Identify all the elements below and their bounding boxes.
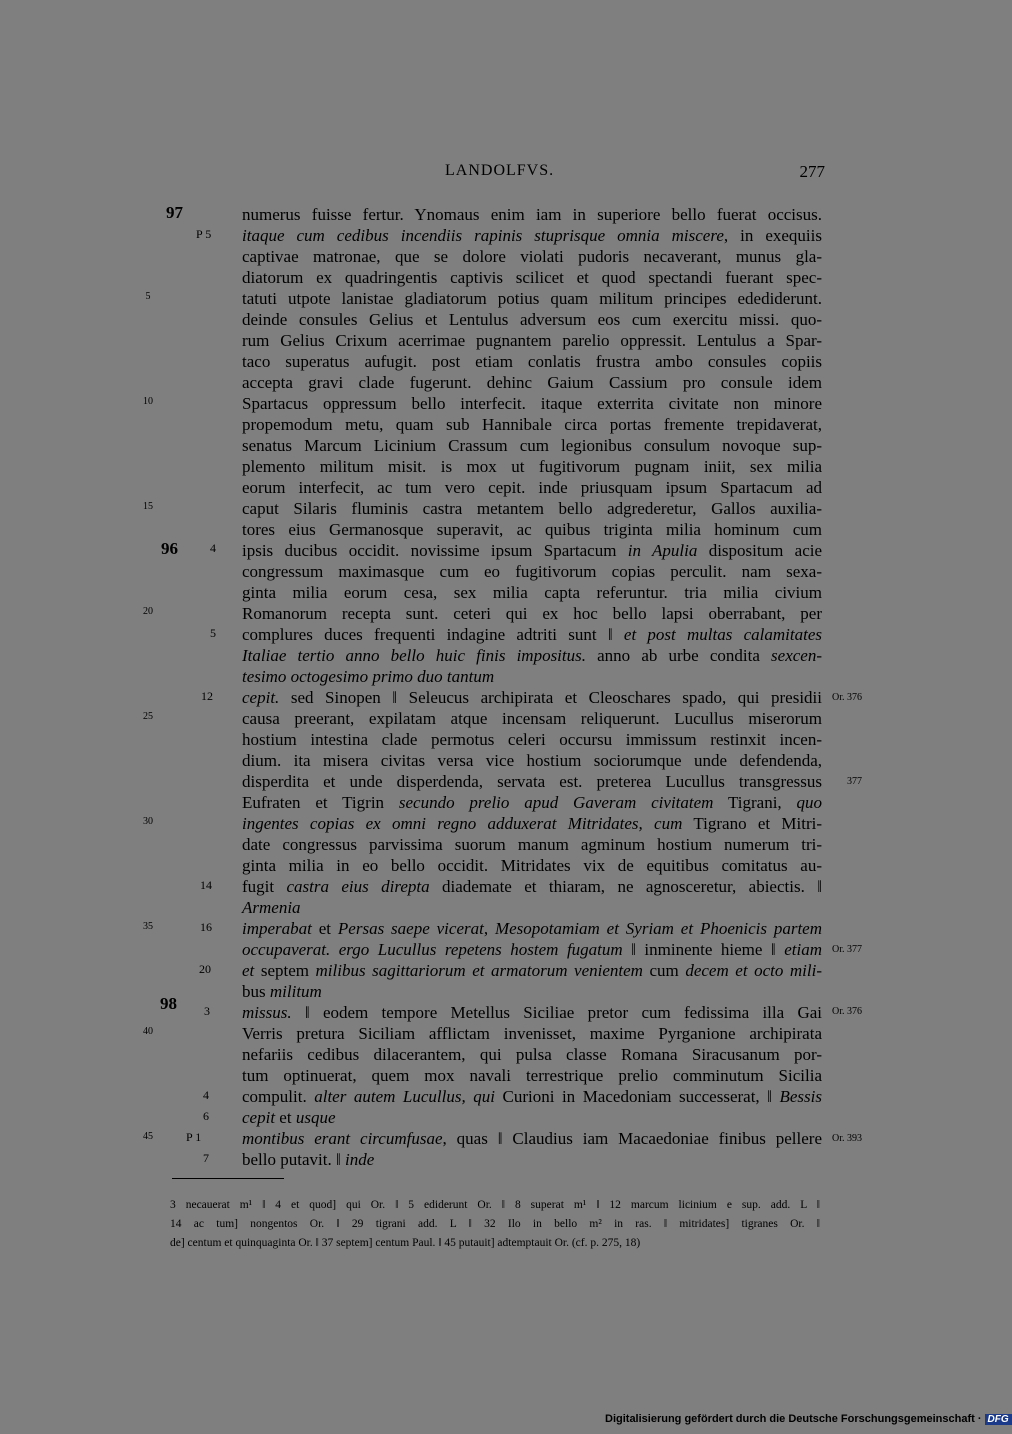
running-header bbox=[240, 162, 825, 186]
text-line bbox=[242, 498, 822, 519]
text-run: Eufraten et Tigrin bbox=[242, 793, 399, 812]
text-line bbox=[242, 309, 822, 330]
italic-run: quo bbox=[796, 793, 822, 812]
text-line bbox=[242, 477, 822, 498]
text-run: Curioni in Macedoniam successerat, ‖ bbox=[494, 1087, 780, 1106]
text-run: eorum interfecit, ac tum vero cepit. inde priusquam ipsum Spartacum ad bbox=[242, 478, 822, 497]
text-line bbox=[242, 1065, 822, 1086]
italic-run: cepit bbox=[242, 1108, 276, 1127]
chapter-number: 96 bbox=[161, 539, 178, 558]
text-line bbox=[242, 1023, 822, 1044]
footer-text: Digitalisierung gefördert durch die Deutsche Forschungsgemeinschaft · bbox=[605, 1413, 982, 1425]
text-run: ginta milia in eo bello occidit. Mitridates vix de equitibus comitatus au- bbox=[242, 856, 822, 875]
text-run: tores eius Germanosque superavit, ac quibus triginta milia hominum cum bbox=[242, 520, 822, 539]
text-run: Spartacus oppressum bello interfecit. itaque exterrita civitate non minore bbox=[242, 394, 822, 413]
text-run: taco superatus aufugit. post etiam conlatis frustra ambo consules copiis bbox=[242, 352, 822, 371]
source-ref: P 5 bbox=[196, 227, 212, 241]
source-ref: 7 bbox=[203, 1151, 209, 1165]
text-line bbox=[242, 1107, 822, 1128]
text-run: date congressus parvissima suorum manum agminum hostium numerum tri- bbox=[242, 835, 822, 854]
text-run: diademate et thiaram, ne agnosceretur, abiectis. ‖ bbox=[429, 877, 822, 896]
italic-run: Armenia bbox=[242, 898, 301, 917]
text-run: complures duces frequenti indagine adtriti sunt ‖ bbox=[242, 625, 624, 644]
text-run: tum optinuerat, quem mox navali terrestrique prelio comminutum Sicilia bbox=[242, 1066, 822, 1085]
text-run: propemodum metu, quam sub Hannibale circa portas fremente trepidaverat, bbox=[242, 415, 822, 434]
text-run: accepta gravi clade fugerunt. dehinc Gaium Cassium pro consule idem bbox=[242, 373, 822, 392]
text-run: , in exequiis bbox=[723, 226, 822, 245]
source-ref: P 1 bbox=[186, 1130, 202, 1144]
text-line bbox=[242, 750, 822, 771]
text-line bbox=[242, 813, 822, 834]
line-number: 5 bbox=[145, 291, 151, 302]
line-number: 15 bbox=[143, 501, 153, 512]
text-run: compulit. bbox=[242, 1087, 315, 1106]
text-line bbox=[242, 708, 822, 729]
footnote-rule bbox=[172, 1178, 284, 1179]
text-line bbox=[242, 414, 822, 435]
italic-run: et post multas calamitates bbox=[623, 625, 822, 644]
line-number: 10 bbox=[143, 396, 153, 407]
source-ref: 3 bbox=[204, 1004, 210, 1018]
line-number: 25 bbox=[143, 711, 153, 722]
text-line bbox=[242, 267, 822, 288]
text-run: Verris pretura Siciliam afflictam invenisset, maxime Pyrganione archipirata bbox=[242, 1024, 822, 1043]
text-line bbox=[242, 561, 822, 582]
text-run: numerus fuisse fertur. Ynomaus enim iam in superiore bello fuerat occisus. bbox=[242, 205, 822, 224]
text-line bbox=[242, 1044, 822, 1065]
text-run: deinde consules Gelius et Lentulus adversum eos cum exercitu missi. quo- bbox=[242, 310, 822, 329]
text-run: plemento militum misit. is mox ut fugitivorum pugnam iniit, sex milia bbox=[242, 457, 822, 476]
text-run: et bbox=[275, 1108, 296, 1127]
text-line bbox=[242, 540, 822, 561]
text-line bbox=[242, 246, 822, 267]
text-run: causa preerant, expilatam atque incensam reliquerunt. Lucullus miserorum bbox=[242, 709, 822, 728]
text-run: rum Gelius Crixum acerrimae pugnantem parelio oppressit. Lentulus a Spar- bbox=[242, 331, 822, 350]
orosius-ref: Or. 376 bbox=[832, 692, 862, 703]
text-run: cum bbox=[642, 961, 686, 980]
text-run: hostium intestina clade permotus celeri occursu immissum restinxit incen- bbox=[242, 730, 822, 749]
text-run: bus bbox=[242, 982, 270, 1001]
text-run: fugit bbox=[242, 877, 287, 896]
text-line bbox=[242, 624, 822, 645]
orosius-ref: Or. 393 bbox=[832, 1133, 862, 1144]
text-line bbox=[242, 981, 822, 1002]
footnote-line: 3 necauerat m¹ ‖ 4 et quod] qui Or. ‖ 5 ediderunt Or. ‖ 8 superat m¹ ‖ 12 marcum licinium e sup. add. L ‖ bbox=[170, 1199, 820, 1211]
line-number: 20 bbox=[143, 606, 153, 617]
text-line bbox=[242, 288, 822, 309]
italic-run: imperabat bbox=[242, 919, 312, 938]
text-run: congressum maximasque cum eo fugitivorum copias perculit. nam sexa- bbox=[242, 562, 822, 581]
chapter-number: 98 bbox=[160, 994, 177, 1013]
text-run: ipsis ducibus occidit. novissime ipsum Spartacum bbox=[242, 541, 628, 560]
italic-run: occupaverat. ergo Lucullus repetens hostem fugatum bbox=[242, 940, 623, 959]
text-line bbox=[242, 939, 822, 960]
text-line bbox=[242, 351, 822, 372]
italic-run: secundo prelio apud Gaveram civitatem bbox=[398, 793, 714, 812]
text-line bbox=[242, 897, 822, 918]
italic-run: itaque cum cedibus incendiis rapinis stuprisque omnia miscere bbox=[242, 226, 724, 245]
text-run: Tigrano et Mitri- bbox=[682, 814, 822, 833]
digitization-footer bbox=[605, 1413, 1012, 1425]
italic-run: Persas saepe vicerat bbox=[337, 919, 484, 938]
line-number: 35 bbox=[143, 921, 153, 932]
text-run: disperdita et unde disperdenda, servata est. preterea Lucullus transgressus bbox=[242, 772, 822, 791]
text-line bbox=[242, 771, 822, 792]
text-run: , bbox=[483, 919, 495, 938]
orosius-ref: Or. 377 bbox=[832, 944, 862, 955]
orosius-ref: 377 bbox=[847, 776, 862, 787]
italic-run: alter autem Lucullus, qui bbox=[314, 1087, 495, 1106]
text-run: tatuti utpote lanistae gladiatorum potius quam militum principes edediderunt. bbox=[242, 289, 822, 308]
italic-run: etiam bbox=[784, 940, 822, 959]
text-line bbox=[242, 435, 822, 456]
text-line bbox=[242, 1002, 822, 1023]
text-run: captivae matronae, que se dolore violati pudoris necaverant, munus gla- bbox=[242, 247, 822, 266]
text-line bbox=[242, 834, 822, 855]
text-run: nefariis cedibus dilacerantem, qui pulsa classe Romana Siracusanum por- bbox=[242, 1045, 822, 1064]
source-ref: 14 bbox=[200, 878, 212, 892]
italic-run: sexcen- bbox=[771, 646, 822, 665]
italic-run: milibus sagittariorum et armatorum venientem bbox=[315, 961, 643, 980]
text-run: Tigrani, bbox=[713, 793, 797, 812]
text-line bbox=[242, 792, 822, 813]
text-line bbox=[242, 330, 822, 351]
text-run: ginta milia eorum cesa, sex milia capta referuntur. tria milia civium bbox=[242, 583, 822, 602]
text-line bbox=[242, 666, 822, 687]
text-run: ‖ inminente hieme ‖ bbox=[622, 940, 785, 959]
page-number: 277 bbox=[799, 162, 825, 181]
footnote-line: 14 ac tum] nongentos Or. ‖ 29 tigrani add. L ‖ 32 Ilo in bello m² in ras. ‖ mitridates] tigranes Or. ‖ bbox=[170, 1218, 820, 1230]
orosius-ref: Or. 376 bbox=[832, 1006, 862, 1017]
source-ref: 4 bbox=[203, 1088, 209, 1102]
line-number: 40 bbox=[143, 1026, 153, 1037]
text-run: anno ab urbe condita bbox=[586, 646, 772, 665]
text-run: et bbox=[311, 919, 338, 938]
text-run: sed Sinopen ‖ Seleucus archipirata et Cleoschares spado, qui presidii bbox=[279, 688, 822, 707]
chapter-number: 97 bbox=[166, 203, 183, 222]
source-ref: 16 bbox=[200, 920, 212, 934]
italic-run: Bessis bbox=[779, 1087, 822, 1106]
text-line bbox=[242, 519, 822, 540]
text-line bbox=[242, 204, 822, 225]
italic-run: militum bbox=[269, 982, 322, 1001]
dfg-logo-icon: DFG bbox=[985, 1414, 1012, 1425]
text-run: septem bbox=[254, 961, 316, 980]
source-ref: 5 bbox=[210, 626, 216, 640]
italic-run: Italiae tertio anno bello huic finis impositus. bbox=[242, 646, 586, 665]
text-line bbox=[242, 603, 822, 624]
italic-run: et bbox=[242, 961, 255, 980]
italic-run: tesimo octogesimo primo duo tantum bbox=[242, 667, 495, 686]
text-line bbox=[242, 225, 822, 246]
text-line bbox=[242, 645, 822, 666]
italic-run: Mesopotamiam et Syriam et Phoenicis partem bbox=[494, 919, 823, 938]
source-ref: 20 bbox=[199, 962, 211, 976]
text-line bbox=[242, 687, 822, 708]
italic-run: inde bbox=[344, 1150, 375, 1169]
footnote-line: de] centum et quinquaginta Or. ‖ 37 septem] centum Paul. ‖ 45 putauit] adtemptauit Or. (cf. p. 275, 18) bbox=[170, 1237, 641, 1249]
italic-run: decem et octo mili- bbox=[685, 961, 823, 980]
text-run: dispositum acie bbox=[697, 541, 823, 560]
text-line bbox=[242, 582, 822, 603]
source-ref: 12 bbox=[201, 689, 213, 703]
italic-run: missus. bbox=[242, 1003, 292, 1022]
text-run: ‖ eodem tempore Metellus Siciliae pretor cum fedissima illa Gai bbox=[291, 1003, 822, 1022]
text-run: dium. ita misera civitas versa vice hostium sociorumque unde defendenda, bbox=[242, 751, 822, 770]
source-ref: 6 bbox=[203, 1109, 209, 1123]
line-number: 30 bbox=[143, 816, 153, 827]
text-run: diatorum ex quadringentis captivis scilicet et quod spectandi fuerant spec- bbox=[242, 268, 822, 287]
italic-run: ingentes copias ex omni regno adduxerat Mitridates, cum bbox=[242, 814, 683, 833]
text-run: Romanorum recepta sunt. ceteri qui ex hoc bello lapsi oberrabant, per bbox=[242, 604, 822, 623]
text-line bbox=[242, 1086, 822, 1107]
text-line bbox=[242, 372, 822, 393]
italic-run: castra eius direpta bbox=[286, 877, 430, 896]
text-line bbox=[242, 876, 822, 897]
italic-run: usque bbox=[295, 1108, 336, 1127]
text-line bbox=[242, 855, 822, 876]
text-line bbox=[242, 1128, 822, 1149]
text-line bbox=[242, 960, 822, 981]
line-number: 45 bbox=[143, 1131, 153, 1142]
source-ref: 4 bbox=[210, 541, 216, 555]
text-run: bello putavit. ‖ bbox=[242, 1150, 345, 1169]
text-line bbox=[242, 1149, 822, 1170]
text-line bbox=[242, 456, 822, 477]
text-run: caput Silaris fluminis castra metantem bello adgrederetur, Gallos auxilia- bbox=[242, 499, 822, 518]
text-run: senatus Marcum Licinium Crassum cum legionibus consulum novoque sup- bbox=[242, 436, 822, 455]
text-line bbox=[242, 918, 822, 939]
italic-run: cepit. bbox=[242, 688, 280, 707]
italic-run: montibus erant circumfusae bbox=[242, 1129, 443, 1148]
text-line bbox=[242, 729, 822, 750]
running-title: LANDOLFVS. bbox=[445, 162, 555, 179]
text-run: , quas ‖ Claudius iam Macaedoniae finibus pellere bbox=[442, 1129, 823, 1148]
text-line bbox=[242, 393, 822, 414]
italic-run: in Apulia bbox=[627, 541, 698, 560]
